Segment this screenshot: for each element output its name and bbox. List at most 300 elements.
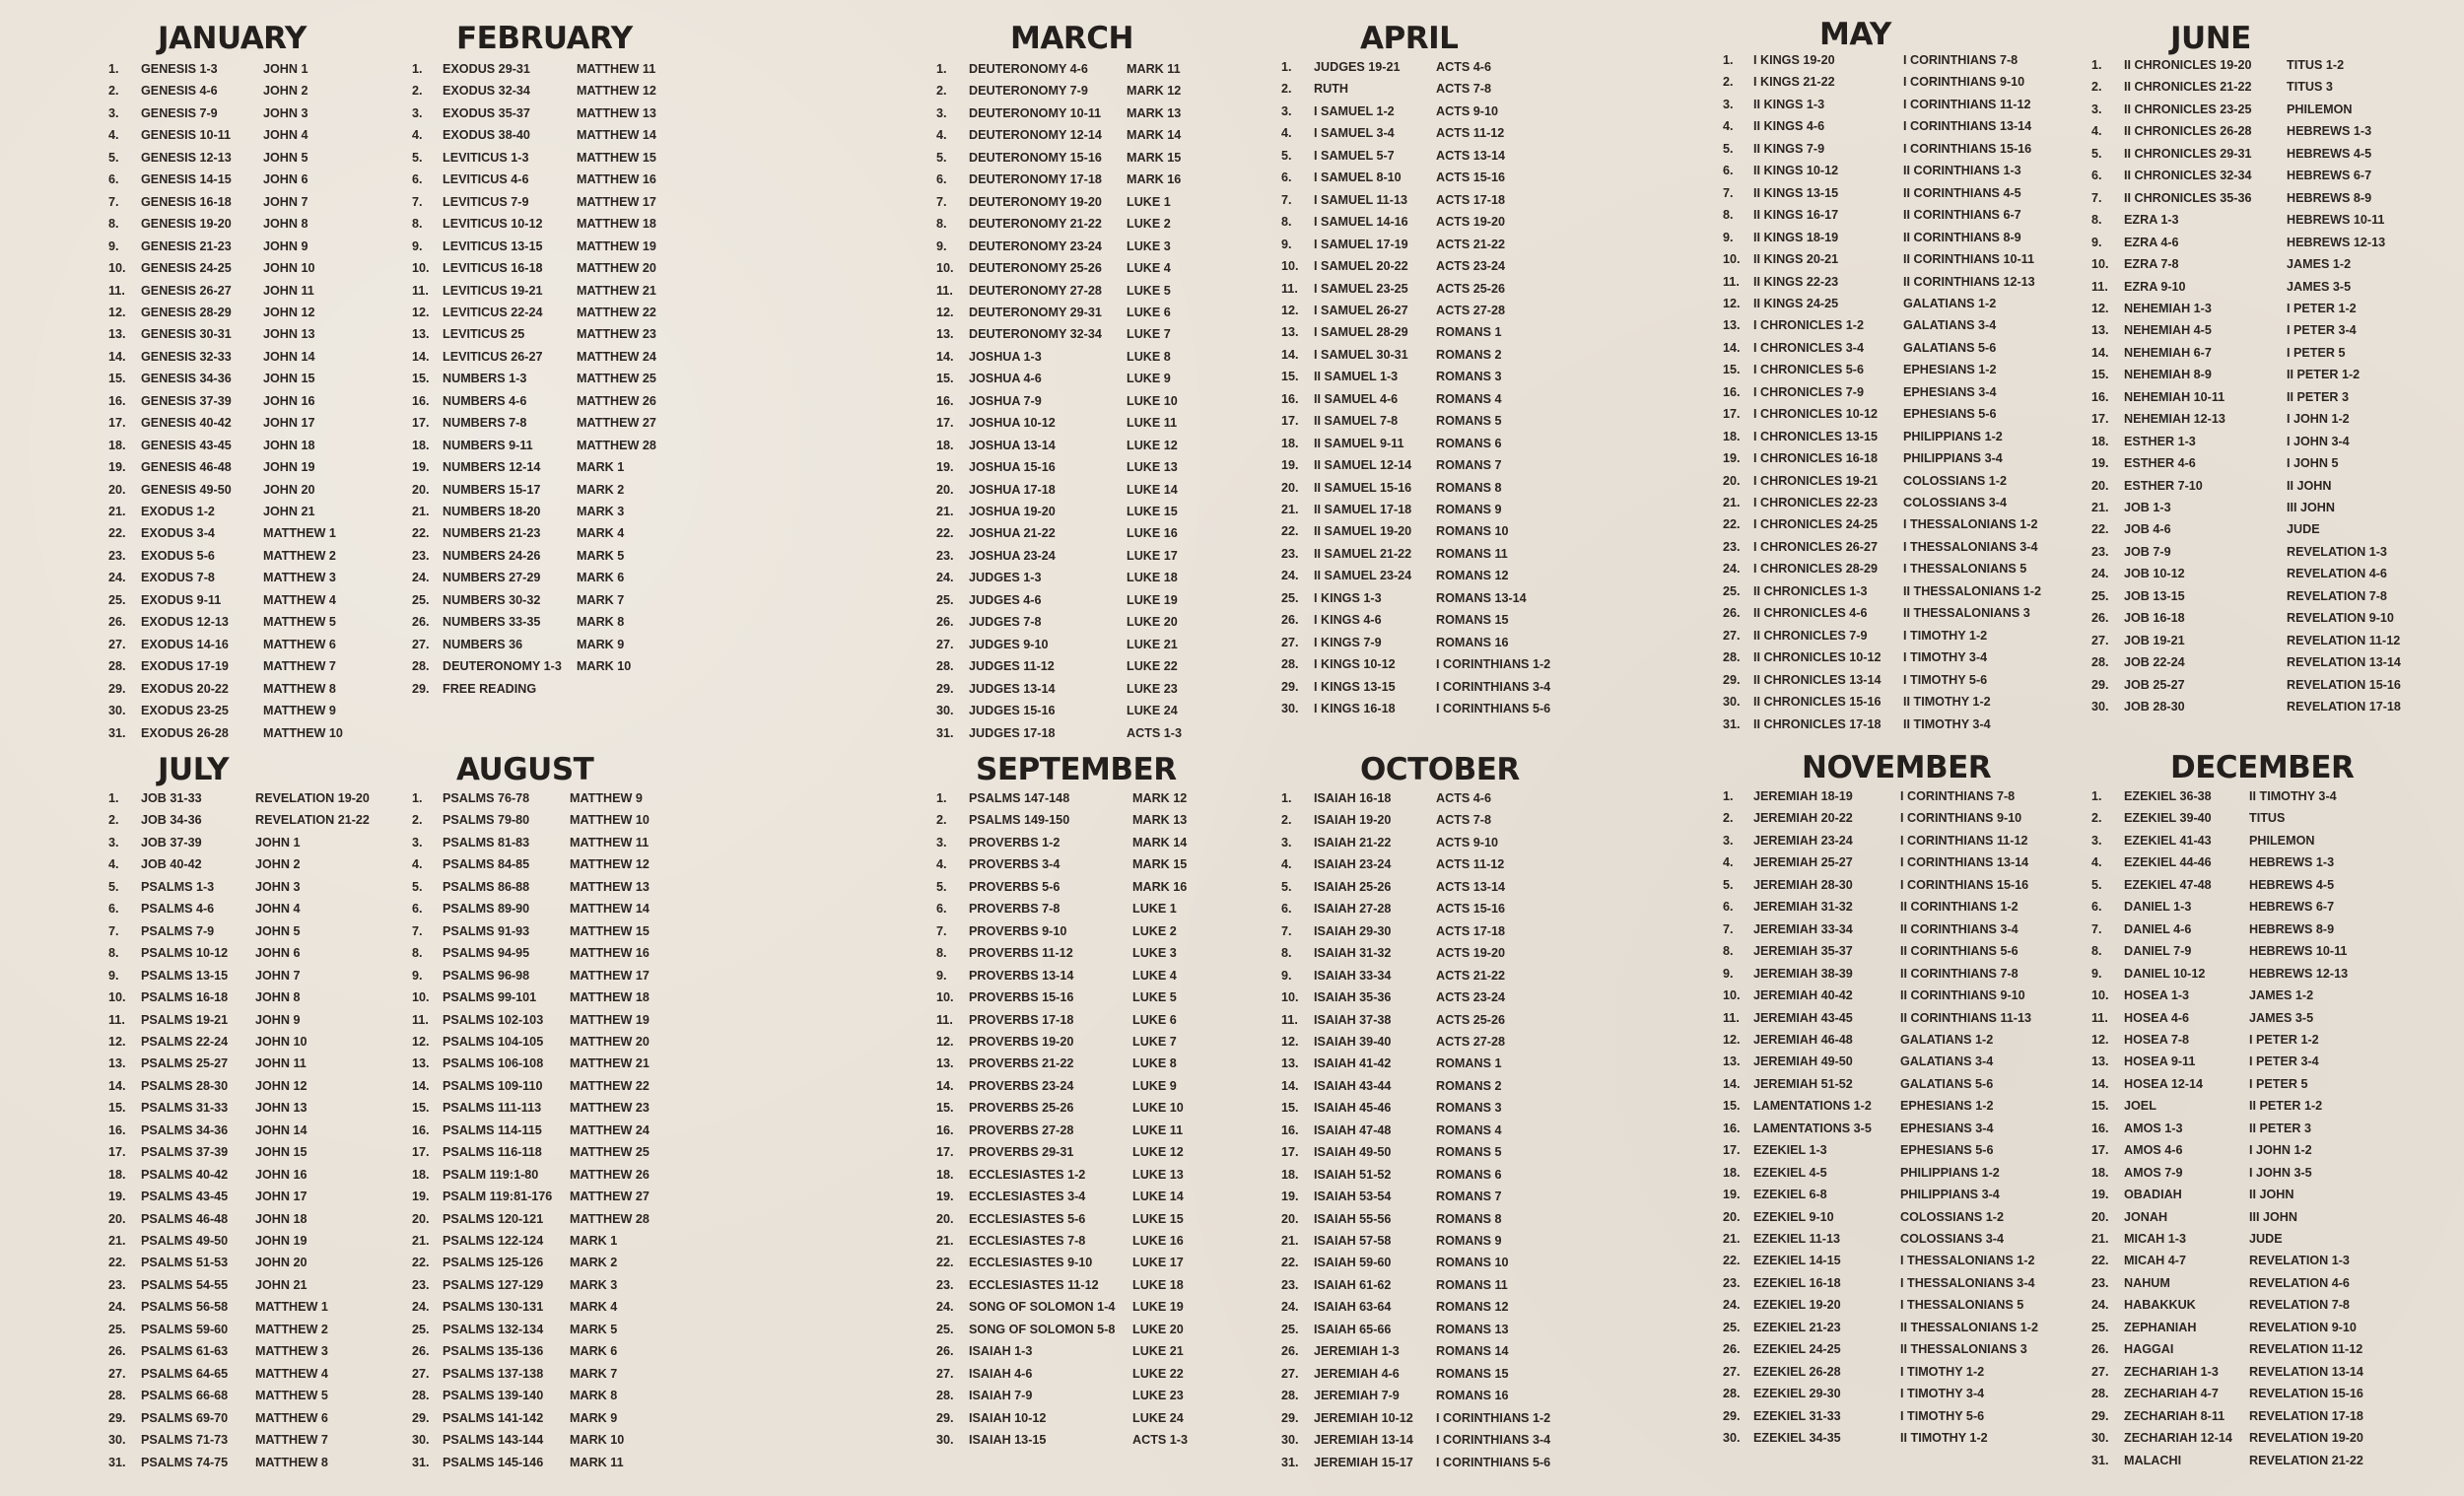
new-testament-reading: II CORINTHIANS 9-10 xyxy=(1900,988,2025,1003)
old-testament-reading: II CHRONICLES 32-34 xyxy=(2124,169,2252,183)
old-testament-reading: ISAIAH 23-24 xyxy=(1314,857,1392,872)
new-testament-reading: MATTHEW 5 xyxy=(263,615,336,630)
new-testament-reading: LUKE 13 xyxy=(1132,1167,1184,1182)
day-number: 1. xyxy=(1723,53,1734,67)
new-testament-reading: JOHN 12 xyxy=(263,305,315,319)
new-testament-reading: MATTHEW 19 xyxy=(577,238,656,253)
day-number: 19. xyxy=(412,460,430,475)
day-number: 8. xyxy=(412,217,423,232)
day-number: 21. xyxy=(108,505,126,518)
new-testament-reading: LUKE 21 xyxy=(1127,637,1178,651)
old-testament-reading: GENESIS 10-11 xyxy=(141,128,232,143)
old-testament-reading: DANIEL 10-12 xyxy=(2124,966,2206,981)
day-number: 21. xyxy=(412,1234,430,1248)
new-testament-reading: LUKE 11 xyxy=(1132,1122,1184,1137)
day-number: 29. xyxy=(412,1410,430,1425)
day-number: 5. xyxy=(108,150,119,165)
new-testament-reading: MATTHEW 21 xyxy=(570,1056,650,1071)
new-testament-reading: I CORINTHIANS 7-8 xyxy=(1900,789,2016,803)
day-number: 11. xyxy=(1281,281,1298,296)
old-testament-reading: JOSHUA 13-14 xyxy=(969,438,1056,452)
old-testament-reading: EZEKIEL 26-28 xyxy=(1753,1364,1841,1379)
new-testament-reading: MARK 13 xyxy=(1132,813,1188,828)
new-testament-reading: JOHN 15 xyxy=(255,1145,308,1160)
day-number: 13. xyxy=(108,1056,126,1071)
day-number: 1. xyxy=(108,62,119,76)
old-testament-reading: LEVITICUS 25 xyxy=(443,327,525,342)
day-number: 23. xyxy=(1281,1277,1299,1292)
day-number: 24. xyxy=(936,1300,954,1315)
day-number: 6. xyxy=(108,902,119,917)
new-testament-reading: MATTHEW 18 xyxy=(570,990,650,1005)
old-testament-reading: DEUTERONOMY 4-6 xyxy=(969,62,1088,76)
new-testament-reading: I PETER 3-4 xyxy=(2249,1054,2319,1069)
day-number: 17. xyxy=(1723,1143,1741,1158)
old-testament-reading: ZECHARIAH 8-11 xyxy=(2124,1408,2225,1423)
new-testament-reading: JOHN 6 xyxy=(263,172,308,187)
day-number: 24. xyxy=(412,1300,430,1315)
new-testament-reading: LUKE 2 xyxy=(1132,923,1177,938)
day-number: 10. xyxy=(936,261,954,276)
new-testament-reading: I CORINTHIANS 15-16 xyxy=(1900,877,2029,892)
old-testament-reading: ECCLESIASTES 1-2 xyxy=(969,1167,1086,1182)
day-number: 15. xyxy=(1723,1099,1741,1114)
old-testament-reading: HOSEA 4-6 xyxy=(2124,1010,2190,1025)
new-testament-reading: MATTHEW 4 xyxy=(263,592,336,607)
old-testament-reading: OBADIAH xyxy=(2124,1188,2182,1202)
new-testament-reading: REVELATION 21-22 xyxy=(255,813,370,828)
day-number: 9. xyxy=(1281,237,1292,251)
new-testament-reading: JOHN 11 xyxy=(255,1056,307,1071)
old-testament-reading: II CHRONICLES 26-28 xyxy=(2124,124,2252,139)
day-number: 30. xyxy=(1723,1431,1741,1446)
day-number: 5. xyxy=(2091,877,2102,892)
new-testament-reading: JOHN 4 xyxy=(255,902,301,917)
old-testament-reading: DEUTERONOMY 19-20 xyxy=(969,194,1102,209)
new-testament-reading: LUKE 5 xyxy=(1127,283,1171,298)
old-testament-reading: JONAH xyxy=(2124,1209,2168,1224)
old-testament-reading: NUMBERS 24-26 xyxy=(443,548,541,563)
old-testament-reading: II KINGS 7-9 xyxy=(1753,141,1825,156)
old-testament-reading: ISAIAH 1-3 xyxy=(969,1344,1033,1359)
new-testament-reading: REVELATION 9-10 xyxy=(2249,1320,2357,1334)
old-testament-reading: ISAIAH 7-9 xyxy=(969,1389,1033,1403)
day-number: 6. xyxy=(1723,900,1734,915)
new-testament-reading: MARK 6 xyxy=(570,1344,618,1359)
old-testament-reading: JEREMIAH 38-39 xyxy=(1753,966,1853,981)
new-testament-reading: LUKE 9 xyxy=(1132,1078,1177,1093)
new-testament-reading: III JOHN xyxy=(2287,501,2335,514)
old-testament-reading: ISAIAH 51-52 xyxy=(1314,1167,1392,1182)
old-testament-reading: ECCLESIASTES 9-10 xyxy=(969,1256,1093,1270)
new-testament-reading: ACTS 27-28 xyxy=(1436,1034,1505,1049)
new-testament-reading: MARK 8 xyxy=(577,615,625,630)
old-testament-reading: DANIEL 7-9 xyxy=(2124,944,2192,959)
day-number: 24. xyxy=(936,571,954,585)
old-testament-reading: EZEKIEL 4-5 xyxy=(1753,1165,1827,1180)
old-testament-reading: GENESIS 26-27 xyxy=(141,283,232,298)
new-testament-reading: MARK 12 xyxy=(1132,791,1188,805)
new-testament-reading: JOHN 1 xyxy=(255,835,301,850)
new-testament-reading: ROMANS 2 xyxy=(1436,1078,1502,1093)
new-testament-reading: ACTS 15-16 xyxy=(1436,902,1505,917)
old-testament-reading: EXODUS 3-4 xyxy=(141,526,215,541)
old-testament-reading: JUDGES 17-18 xyxy=(969,725,1056,740)
old-testament-reading: II KINGS 13-15 xyxy=(1753,185,1839,200)
new-testament-reading: ROMANS 11 xyxy=(1436,546,1508,561)
day-number: 28. xyxy=(2091,1387,2109,1401)
old-testament-reading: PSALMS 64-65 xyxy=(141,1366,229,1381)
old-testament-reading: JEREMIAH 4-6 xyxy=(1314,1366,1400,1381)
old-testament-reading: PSALMS 141-142 xyxy=(443,1410,544,1425)
old-testament-reading: GENESIS 4-6 xyxy=(141,84,218,99)
new-testament-reading: HEBREWS 6-7 xyxy=(2249,900,2335,915)
old-testament-reading: PROVERBS 9-10 xyxy=(969,923,1067,938)
new-testament-reading: MATTHEW 8 xyxy=(255,1455,328,1469)
new-testament-reading: MARK 12 xyxy=(1127,84,1182,99)
new-testament-reading: MARK 2 xyxy=(570,1256,618,1270)
old-testament-reading: II SAMUEL 9-11 xyxy=(1314,436,1404,450)
old-testament-reading: RUTH xyxy=(1314,82,1348,97)
day-number: 16. xyxy=(1281,1122,1299,1137)
old-testament-reading: JUDGES 7-8 xyxy=(969,615,1042,630)
old-testament-reading: NUMBERS 7-8 xyxy=(443,416,527,431)
old-testament-reading: PROVERBS 1-2 xyxy=(969,835,1061,850)
new-testament-reading: ACTS 27-28 xyxy=(1436,303,1505,317)
month-title: OCTOBER xyxy=(1360,752,1520,787)
new-testament-reading: ACTS 13-14 xyxy=(1436,879,1505,894)
day-number: 20. xyxy=(1281,1211,1299,1226)
day-number: 11. xyxy=(1723,274,1740,289)
day-number: 14. xyxy=(412,1078,430,1093)
old-testament-reading: GENESIS 40-42 xyxy=(141,416,232,431)
old-testament-reading: II KINGS 24-25 xyxy=(1753,296,1839,310)
new-testament-reading: ROMANS 8 xyxy=(1436,480,1502,495)
day-number: 2. xyxy=(412,813,423,828)
day-number: 11. xyxy=(1723,1010,1740,1025)
new-testament-reading: JOHN 13 xyxy=(263,327,315,342)
new-testament-reading: JOHN 8 xyxy=(263,217,308,232)
old-testament-reading: PSALMS 40-42 xyxy=(141,1167,229,1182)
day-number: 8. xyxy=(108,946,119,961)
new-testament-reading: JOHN 20 xyxy=(255,1256,308,1270)
day-number: 3. xyxy=(412,105,423,120)
day-number: 3. xyxy=(412,835,423,850)
new-testament-reading: LUKE 8 xyxy=(1127,349,1171,364)
day-number: 28. xyxy=(412,659,430,674)
old-testament-reading: JOB 40-42 xyxy=(141,857,202,872)
day-number: 18. xyxy=(412,1167,430,1182)
old-testament-reading: PSALMS 132-134 xyxy=(443,1322,544,1336)
old-testament-reading: EZEKIEL 36-38 xyxy=(2124,789,2212,803)
old-testament-reading: I KINGS 16-18 xyxy=(1314,702,1396,716)
day-number: 16. xyxy=(1723,1121,1741,1135)
day-number: 11. xyxy=(2091,279,2108,294)
day-number: 26. xyxy=(1281,613,1299,628)
old-testament-reading: HOSEA 7-8 xyxy=(2124,1032,2190,1047)
new-testament-reading: LUKE 21 xyxy=(1132,1344,1184,1359)
day-number: 13. xyxy=(1723,318,1741,333)
new-testament-reading: ROMANS 5 xyxy=(1436,1145,1502,1160)
day-number: 26. xyxy=(108,1344,126,1359)
new-testament-reading: ACTS 23-24 xyxy=(1436,990,1505,1005)
day-number: 11. xyxy=(1281,1012,1298,1027)
old-testament-reading: JUDGES 9-10 xyxy=(969,637,1049,651)
new-testament-reading: I PETER 1-2 xyxy=(2249,1032,2319,1047)
day-number: 3. xyxy=(1281,103,1292,118)
new-testament-reading: I THESSALONIANS 5 xyxy=(1900,1298,2024,1313)
day-number: 3. xyxy=(936,835,947,850)
day-number: 7. xyxy=(1281,923,1292,938)
new-testament-reading: JAMES 3-5 xyxy=(2287,279,2352,294)
new-testament-reading: REVELATION 11-12 xyxy=(2249,1342,2363,1357)
day-number: 30. xyxy=(412,1433,430,1448)
new-testament-reading: JOHN 1 xyxy=(263,62,308,76)
day-number: 16. xyxy=(936,1122,954,1137)
old-testament-reading: JUDGES 13-14 xyxy=(969,681,1056,696)
day-number: 24. xyxy=(2091,567,2109,581)
new-testament-reading: ACTS 1-3 xyxy=(1132,1433,1188,1448)
old-testament-reading: PROVERBS 7-8 xyxy=(969,902,1061,917)
new-testament-reading: ACTS 9-10 xyxy=(1436,103,1498,118)
old-testament-reading: PSALMS 25-27 xyxy=(141,1056,229,1071)
new-testament-reading: MATTHEW 3 xyxy=(255,1344,328,1359)
new-testament-reading: EPHESIANS 5-6 xyxy=(1903,407,1997,422)
old-testament-reading: EXODUS 14-16 xyxy=(141,637,229,651)
new-testament-reading: MATTHEW 7 xyxy=(255,1433,328,1448)
old-testament-reading: PSALMS 125-126 xyxy=(443,1256,544,1270)
day-number: 22. xyxy=(936,1256,954,1270)
day-number: 6. xyxy=(412,172,423,187)
day-number: 16. xyxy=(412,393,430,408)
new-testament-reading: REVELATION 9-10 xyxy=(2287,611,2394,626)
day-number: 14. xyxy=(2091,1076,2109,1091)
day-number: 12. xyxy=(108,305,126,319)
old-testament-reading: ISAIAH 27-28 xyxy=(1314,902,1392,917)
new-testament-reading: ACTS 1-3 xyxy=(1127,725,1182,740)
new-testament-reading: JOHN 18 xyxy=(263,438,315,452)
old-testament-reading: PROVERBS 3-4 xyxy=(969,857,1061,872)
old-testament-reading: EZRA 7-8 xyxy=(2124,257,2179,272)
old-testament-reading: EXODUS 7-8 xyxy=(141,571,215,585)
new-testament-reading: JOHN 2 xyxy=(255,857,301,872)
new-testament-reading: ROMANS 12 xyxy=(1436,569,1509,583)
old-testament-reading: LAMENTATIONS 1-2 xyxy=(1753,1099,1872,1114)
day-number: 5. xyxy=(412,150,423,165)
new-testament-reading: GALATIANS 5-6 xyxy=(1903,340,1997,355)
old-testament-reading: DEUTERONOMY 29-31 xyxy=(969,305,1102,319)
day-number: 22. xyxy=(412,1256,430,1270)
old-testament-reading: DEUTERONOMY 32-34 xyxy=(969,327,1102,342)
new-testament-reading: ACTS 7-8 xyxy=(1436,813,1491,828)
old-testament-reading: NEHEMIAH 1-3 xyxy=(2124,301,2212,315)
day-number: 2. xyxy=(2091,80,2102,95)
month-title: JULY xyxy=(158,752,230,787)
day-number: 31. xyxy=(2091,1453,2109,1467)
day-number: 7. xyxy=(412,923,423,938)
day-number: 8. xyxy=(108,217,119,232)
new-testament-reading: LUKE 3 xyxy=(1132,946,1177,961)
old-testament-reading: PSALMS 19-21 xyxy=(141,1012,229,1027)
old-testament-reading: PROVERBS 23-24 xyxy=(969,1078,1074,1093)
new-testament-reading: MARK 14 xyxy=(1127,128,1182,143)
old-testament-reading: I SAMUEL 30-31 xyxy=(1314,347,1408,362)
new-testament-reading: ACTS 4-6 xyxy=(1436,60,1491,74)
old-testament-reading: PSALMS 49-50 xyxy=(141,1234,229,1248)
day-number: 25. xyxy=(2091,588,2109,603)
new-testament-reading: MATTHEW 9 xyxy=(263,704,336,718)
day-number: 9. xyxy=(1723,230,1734,244)
new-testament-reading: LUKE 12 xyxy=(1127,438,1178,452)
new-testament-reading: LUKE 18 xyxy=(1132,1277,1184,1292)
new-testament-reading: I TIMOTHY 5-6 xyxy=(1903,672,1988,687)
old-testament-reading: DANIEL 1-3 xyxy=(2124,900,2192,915)
new-testament-reading: ROMANS 2 xyxy=(1436,347,1502,362)
day-number: 25. xyxy=(936,592,954,607)
new-testament-reading: I CORINTHIANS 7-8 xyxy=(1903,53,2019,67)
old-testament-reading: II KINGS 22-23 xyxy=(1753,274,1839,289)
old-testament-reading: EXODUS 35-37 xyxy=(443,105,530,120)
old-testament-reading: PSALMS 61-63 xyxy=(141,1344,229,1359)
old-testament-reading: II SAMUEL 19-20 xyxy=(1314,524,1412,539)
day-number: 24. xyxy=(108,571,126,585)
old-testament-reading: JOSHUA 15-16 xyxy=(969,460,1056,475)
day-number: 2. xyxy=(1723,75,1734,90)
day-number: 30. xyxy=(1723,695,1741,710)
day-number: 25. xyxy=(1281,590,1299,605)
new-testament-reading: II CORINTHIANS 6-7 xyxy=(1903,208,2021,223)
new-testament-reading: MATTHEW 27 xyxy=(570,1190,650,1204)
old-testament-reading: ISAIAH 29-30 xyxy=(1314,923,1392,938)
new-testament-reading: II TIMOTHY 3-4 xyxy=(1903,716,1991,731)
old-testament-reading: ISAIAH 37-38 xyxy=(1314,1012,1392,1027)
day-number: 8. xyxy=(1723,944,1734,959)
old-testament-reading: EZEKIEL 47-48 xyxy=(2124,877,2212,892)
day-number: 21. xyxy=(936,1234,954,1248)
day-number: 25. xyxy=(1281,1322,1299,1336)
day-number: 24. xyxy=(108,1300,126,1315)
new-testament-reading: LUKE 14 xyxy=(1127,482,1178,497)
day-number: 29. xyxy=(2091,1408,2109,1423)
new-testament-reading: COLOSSIANS 3-4 xyxy=(1900,1232,2004,1246)
day-number: 1. xyxy=(1281,791,1292,805)
new-testament-reading: REVELATION 13-14 xyxy=(2287,655,2401,670)
day-number: 29. xyxy=(1723,672,1741,687)
day-number: 4. xyxy=(412,128,423,143)
day-number: 5. xyxy=(2091,146,2102,161)
new-testament-reading: REVELATION 1-3 xyxy=(2249,1254,2350,1268)
day-number: 21. xyxy=(1281,503,1299,516)
new-testament-reading: I CORINTHIANS 11-12 xyxy=(1900,833,2028,848)
old-testament-reading: I SAMUEL 5-7 xyxy=(1314,148,1395,163)
old-testament-reading: ESTHER 4-6 xyxy=(2124,456,2196,471)
day-number: 16. xyxy=(936,393,954,408)
new-testament-reading: MARK 4 xyxy=(570,1300,618,1315)
new-testament-reading: II THESSALONIANS 3 xyxy=(1903,606,2030,621)
day-number: 25. xyxy=(108,592,126,607)
new-testament-reading: MATTHEW 8 xyxy=(263,681,336,696)
day-number: 6. xyxy=(936,172,947,187)
new-testament-reading: ACTS 19-20 xyxy=(1436,215,1505,230)
day-number: 31. xyxy=(108,1455,126,1469)
day-number: 18. xyxy=(1281,1167,1299,1182)
new-testament-reading: JOHN 9 xyxy=(255,1012,301,1027)
day-number: 30. xyxy=(936,1433,954,1448)
day-number: 20. xyxy=(108,1211,126,1226)
month-title: MARCH xyxy=(1010,21,1133,56)
new-testament-reading: LUKE 15 xyxy=(1127,505,1178,518)
day-number: 8. xyxy=(1281,215,1292,230)
day-number: 2. xyxy=(1723,811,1734,826)
new-testament-reading: I CORINTHIANS 11-12 xyxy=(1903,97,2031,111)
old-testament-reading: I CHRONICLES 16-18 xyxy=(1753,451,1878,466)
day-number: 20. xyxy=(1723,473,1741,488)
day-number: 21. xyxy=(2091,1232,2109,1246)
old-testament-reading: LAMENTATIONS 3-5 xyxy=(1753,1121,1872,1135)
new-testament-reading: II PETER 3 xyxy=(2287,389,2349,404)
new-testament-reading: LUKE 22 xyxy=(1127,659,1178,674)
new-testament-reading: PHILIPPIANS 3-4 xyxy=(1900,1188,2000,1202)
new-testament-reading: GALATIANS 5-6 xyxy=(1900,1076,1994,1091)
new-testament-reading: ROMANS 6 xyxy=(1436,1167,1502,1182)
day-number: 16. xyxy=(1281,391,1299,406)
new-testament-reading: ROMANS 14 xyxy=(1436,1344,1509,1359)
old-testament-reading: DEUTERONOMY 1-3 xyxy=(443,659,562,674)
old-testament-reading: I CHRONICLES 3-4 xyxy=(1753,340,1864,355)
day-number: 28. xyxy=(1723,1387,1741,1401)
old-testament-reading: I CHRONICLES 10-12 xyxy=(1753,407,1878,422)
old-testament-reading: PROVERBS 21-22 xyxy=(969,1056,1074,1071)
day-number: 20. xyxy=(412,1211,430,1226)
old-testament-reading: EZRA 4-6 xyxy=(2124,235,2179,249)
new-testament-reading: MARK 5 xyxy=(570,1322,618,1336)
old-testament-reading: I KINGS 10-12 xyxy=(1314,657,1396,672)
new-testament-reading: ROMANS 13-14 xyxy=(1436,590,1527,605)
day-number: 24. xyxy=(1281,569,1299,583)
day-number: 20. xyxy=(1723,1209,1741,1224)
old-testament-reading: PSALMS 59-60 xyxy=(141,1322,229,1336)
day-number: 19. xyxy=(1281,458,1299,473)
day-number: 20. xyxy=(936,482,954,497)
old-testament-reading: AMOS 4-6 xyxy=(2124,1143,2183,1158)
old-testament-reading: EZEKIEL 14-15 xyxy=(1753,1254,1841,1268)
new-testament-reading: JOHN 11 xyxy=(263,283,314,298)
old-testament-reading: EZEKIEL 44-46 xyxy=(2124,855,2212,870)
new-testament-reading: MATTHEW 2 xyxy=(255,1322,328,1336)
day-number: 23. xyxy=(412,548,430,563)
old-testament-reading: JOB 31-33 xyxy=(141,791,202,805)
new-testament-reading: JOHN 2 xyxy=(263,84,308,99)
day-number: 5. xyxy=(936,879,947,894)
new-testament-reading: HEBREWS 12-13 xyxy=(2249,966,2349,981)
new-testament-reading: I THESSALONIANS 3-4 xyxy=(1900,1275,2035,1290)
day-number: 28. xyxy=(936,659,954,674)
day-number: 11. xyxy=(108,283,125,298)
new-testament-reading: MATTHEW 11 xyxy=(577,62,656,76)
old-testament-reading: PSALMS 94-95 xyxy=(443,946,530,961)
old-testament-reading: JOB 28-30 xyxy=(2124,700,2185,714)
old-testament-reading: MICAH 1-3 xyxy=(2124,1232,2186,1246)
day-number: 28. xyxy=(1281,1389,1299,1403)
day-number: 5. xyxy=(412,879,423,894)
day-number: 10. xyxy=(1723,252,1741,267)
day-number: 24. xyxy=(2091,1298,2109,1313)
old-testament-reading: NUMBERS 36 xyxy=(443,637,523,651)
new-testament-reading: MARK 13 xyxy=(1127,105,1182,120)
month-title: AUGUST xyxy=(456,752,594,787)
new-testament-reading: EPHESIANS 1-2 xyxy=(1903,363,1997,377)
new-testament-reading: MATTHEW 20 xyxy=(570,1034,650,1049)
